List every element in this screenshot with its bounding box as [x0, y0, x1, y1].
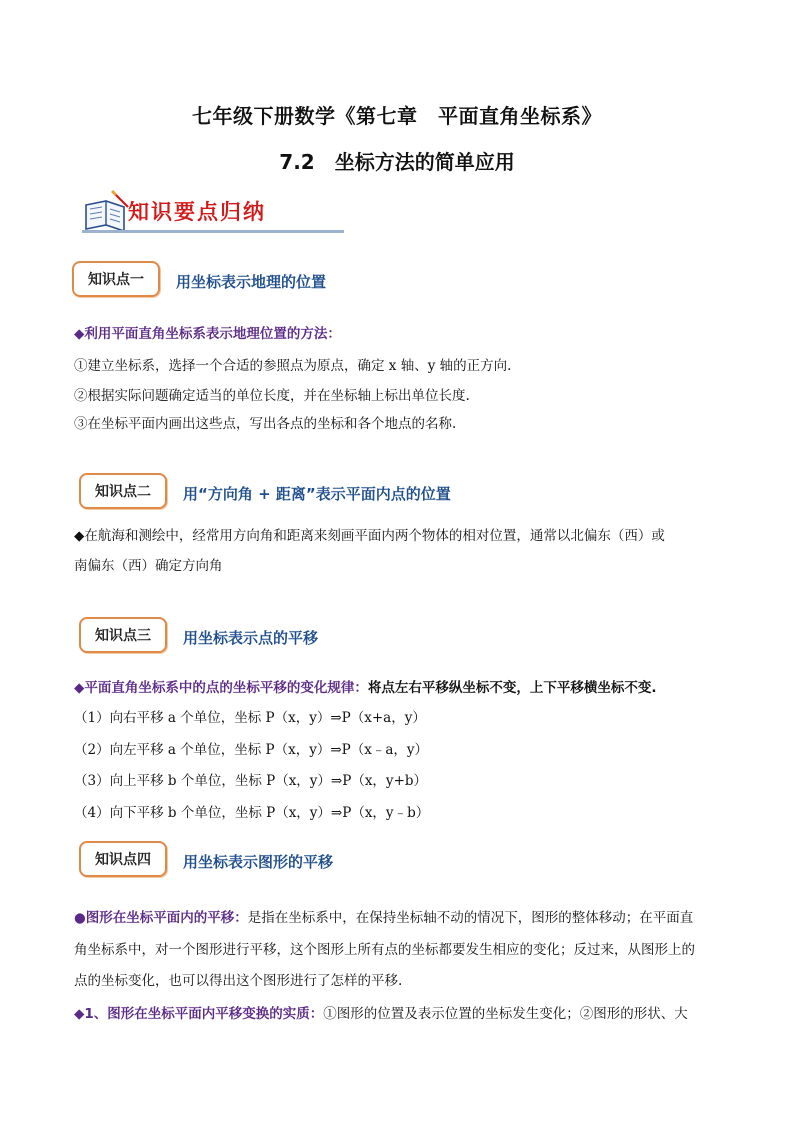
section-1-line-2: ②根据实际问题确定适当的单位长度，并在坐标轴上标出单位长度.	[74, 388, 470, 404]
section-3-line-1: （1）向右平移 a 个单位，坐标 P（x，y）⇒P（x+a，y）	[74, 710, 426, 726]
section-1-line-1: ①建立坐标系，选择一个合适的参照点为原点，确定 x 轴、y 轴的正方向.	[74, 358, 512, 374]
section-4-heading2-row	[74, 1002, 688, 1022]
knowledge-point-label-2: 知识点二	[79, 473, 167, 509]
section-4-heading2: ◆1、图形在坐标平面内平移变换的实质：	[74, 1006, 324, 1022]
banner-underline	[82, 230, 344, 233]
section-banner: 知识要点归纳	[128, 199, 266, 224]
section-4-heading2-rest: ①图形的位置及表示位置的坐标发生变化；②图形的形状、大	[323, 1006, 688, 1022]
section-1-heading: ◆利用平面直角坐标系表示地理位置的方法：	[74, 326, 341, 342]
section-4-line-1: 角坐标系中，对一个图形进行平移，这个图形上所有点的坐标都要发生相应的变化；反过来，从图形上的	[74, 942, 695, 958]
section-3-line-4: （4）向下平移 b 个单位，坐标 P（x，y）⇒P（x，y﹣b）	[74, 805, 430, 821]
knowledge-point-title-4: 用坐标表示图形的平移	[183, 853, 334, 871]
section-3-heading-rest: 将点左右平移纵坐标不变，上下平移横坐标不变.	[367, 680, 657, 696]
section-4-heading-rest: 是指在坐标系中，在保持坐标轴不动的情况下，图形的整体移动；在平面直	[247, 910, 694, 926]
section-3-heading-row	[74, 676, 657, 696]
section-3-heading: ◆平面直角坐标系中的点的坐标平移的变化规律：	[74, 680, 368, 696]
knowledge-point-title-2: 用“方向角 + 距离”表示平面内点的位置	[183, 485, 451, 503]
knowledge-point-label-1: 知识点一	[72, 261, 160, 297]
section-3-line-2: （2）向左平移 a 个单位，坐标 P（x，y）⇒P（x﹣a，y）	[74, 742, 429, 758]
document-subtitle: 7.2 坐标方法的简单应用	[279, 150, 515, 174]
section-3-line-3: （3）向上平移 b 个单位，坐标 P（x，y）⇒P（x，y+b）	[74, 773, 428, 789]
knowledge-point-title-3: 用坐标表示点的平移	[183, 629, 319, 647]
section-4-line-2: 点的坐标变化，也可以得出这个图形进行了怎样的平移.	[74, 973, 403, 989]
knowledge-point-label-3: 知识点三	[79, 617, 167, 653]
section-1-line-3: ③在坐标平面内画出这些点，写出各点的坐标和各个地点的名称.	[74, 416, 457, 432]
section-4-heading-row	[74, 906, 693, 926]
section-2-line-1: ◆在航海和测绘中，经常用方向角和距离来刻画平面内两个物体的相对位置，通常以北偏东（西）或	[74, 528, 665, 544]
knowledge-point-title-1: 用坐标表示地理的位置	[176, 273, 327, 291]
section-4-heading: ●图形在坐标平面内的平移：	[74, 910, 248, 926]
section-2-line-2: 南偏东（西）确定方向角	[74, 558, 223, 574]
document-title: 七年级下册数学《第七章 平面直角坐标系》	[192, 104, 602, 128]
knowledge-point-label-4: 知识点四	[79, 841, 167, 877]
